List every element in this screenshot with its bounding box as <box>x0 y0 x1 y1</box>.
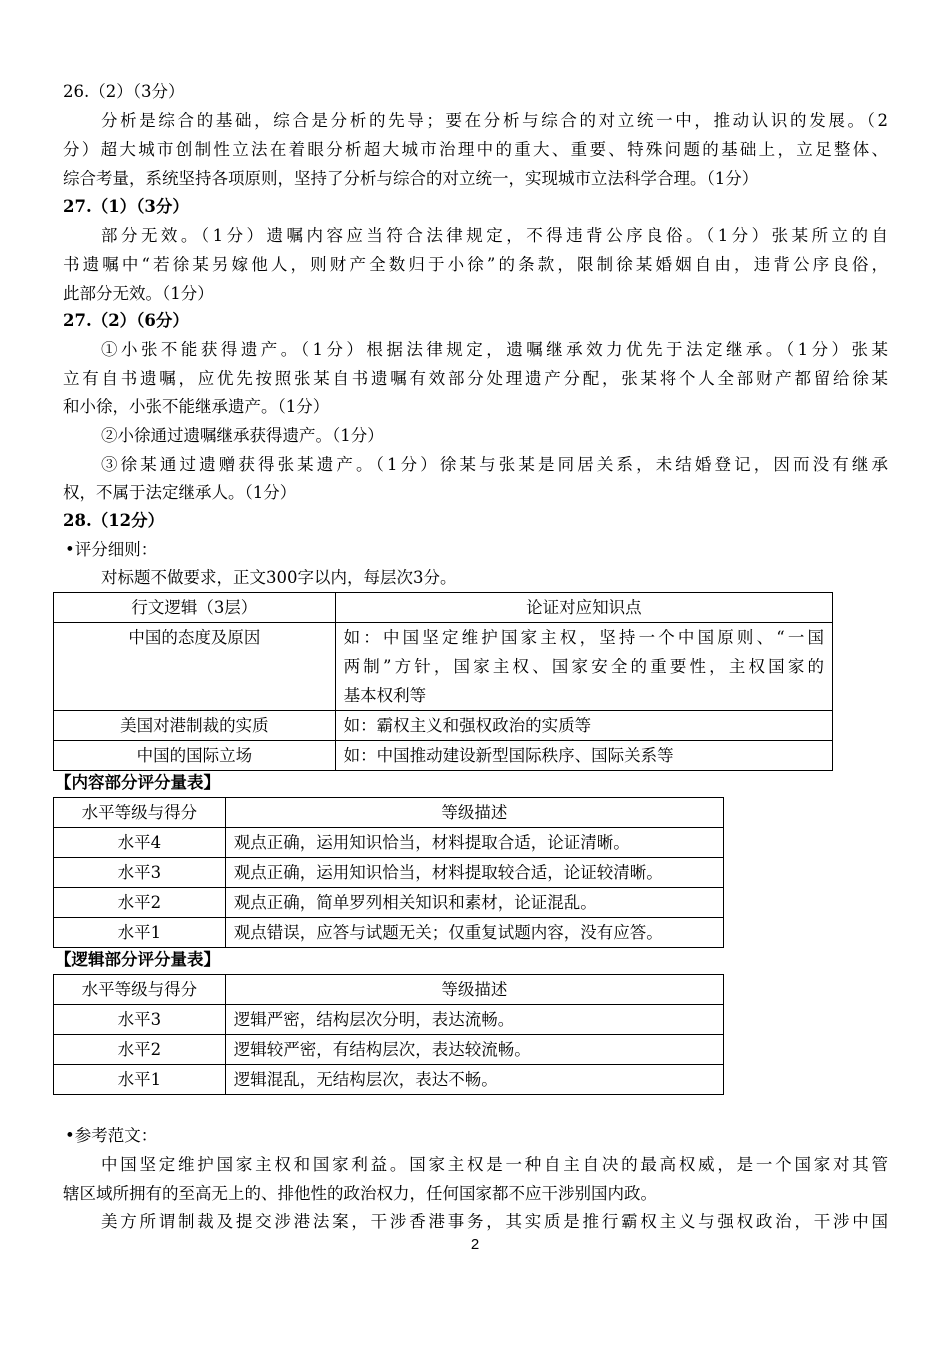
table-cell: 美国对港制裁的实质 <box>54 711 336 741</box>
table-row <box>54 975 724 1005</box>
table-header-cell: 论证对应知识点 <box>335 593 832 623</box>
table-cell: 水平4 <box>54 828 226 858</box>
table-row <box>54 888 724 918</box>
q27-2-heading: 27.（2）（6分） <box>63 311 189 330</box>
table-cell: 如：中国推动建设新型国际秩序、国际关系等 <box>335 741 832 771</box>
q27-1-line-2: 书遗嘱中“若徐某另嫁他人，则财产全数归于小徐”的条款，限制徐某婚姻自由，违背公序良俗， <box>63 255 888 274</box>
table-header-cell: 水平等级与得分 <box>54 798 226 828</box>
table-cell: 逻辑严密，结构层次分明，表达流畅。 <box>225 1005 723 1035</box>
q27-2-line-2: 立有自书遗嘱，应优先按照张某自书遗嘱有效部分处理遗产分配，张某将个人全部财产都留给徐某 <box>63 369 888 388</box>
sample-line-3: 美方所谓制裁及提交涉港法案，干涉香港事务，其实质是推行霸权主义与强权政治，干涉中国 <box>101 1212 888 1231</box>
table-row <box>54 741 833 771</box>
q26-2-heading: 26.（2）（3分） <box>63 82 185 101</box>
q26-2-line-2: 分）超大城市创制性立法在着眼分析超大城市治理中的重大、重要、特殊问题的基础上，立足整体、 <box>63 140 888 159</box>
table-row <box>54 858 724 888</box>
table-cell-line: 如：中国坚定维护国家主权，坚持一个中国原则、“一国 <box>343 628 824 647</box>
q26-2-line-3: 综合考量，系统坚持各项原则，坚持了分析与综合的对立统一，实现城市立法科学合理。（1分） <box>63 169 759 188</box>
q27-1-heading: 27.（1）（3分） <box>63 197 189 216</box>
table-cell: 水平1 <box>54 1065 226 1095</box>
table-header-cell: 等级描述 <box>225 798 723 828</box>
table-header-cell: 水平等级与得分 <box>54 975 226 1005</box>
table-cell: 水平3 <box>54 1005 226 1035</box>
table-cell: 逻辑较严密，有结构层次，表达较流畅。 <box>225 1035 723 1065</box>
table-row <box>54 918 724 948</box>
table-row <box>54 593 833 623</box>
table-row <box>54 1005 724 1035</box>
table-row <box>54 623 833 711</box>
table-cell: 观点正确，运用知识恰当，材料提取较合适，论证较清晰。 <box>225 858 723 888</box>
table-row <box>54 798 724 828</box>
table-row <box>54 828 724 858</box>
table-cell <box>335 623 832 711</box>
q26-2-line-1: 分析是综合的基础，综合是分析的先导；要在分析与综合的对立统一中，推动认识的发展。（2 <box>101 111 888 130</box>
logic-scoring-table <box>53 974 724 1095</box>
content-table-title: 【内容部分评分量表】 <box>55 773 220 792</box>
logic-knowledge-table <box>53 592 833 771</box>
table-header-cell: 行文逻辑（3层） <box>54 593 336 623</box>
table-cell: 中国的国际立场 <box>54 741 336 771</box>
q28-heading: 28.（12分） <box>63 511 165 530</box>
table-cell: 中国的态度及原因 <box>54 623 336 711</box>
table-cell: 水平3 <box>54 858 226 888</box>
sample-line-2: 辖区域所拥有的至高无上的、排他性的政治权力，任何国家都不应干涉别国内政。 <box>63 1184 657 1203</box>
table-cell-line: 基本权利等 <box>343 686 427 705</box>
sample-essay-label: •参考范文： <box>65 1126 158 1145</box>
table-cell: 如：霸权主义和强权政治的实质等 <box>335 711 832 741</box>
q27-2-line-1: ①小张不能获得遗产。（1分）根据法律规定，遗嘱继承效力优先于法定继承。（1分）张某 <box>101 340 888 359</box>
table-row <box>54 1035 724 1065</box>
page-number: 2 <box>470 1236 480 1253</box>
q27-2-line-4: ②小徐通过遗嘱继承获得遗产。（1分） <box>101 426 384 445</box>
q28-scoring-label: •评分细则： <box>65 540 158 559</box>
table-cell: 水平2 <box>54 1035 226 1065</box>
table-header-cell: 等级描述 <box>225 975 723 1005</box>
q27-2-line-3: 和小徐，小张不能继承遗产。（1分） <box>63 397 330 416</box>
table-cell: 观点正确，简单罗列相关知识和素材，论证混乱。 <box>225 888 723 918</box>
table-row <box>54 711 833 741</box>
sample-line-1: 中国坚定维护国家主权和国家利益。国家主权是一种自主自决的最高权威，是一个国家对其管 <box>101 1155 888 1174</box>
q27-2-line-5: ③徐某通过遗赠获得张某遗产。（1分）徐某与张某是同居关系，未结婚登记，因而没有继承 <box>101 455 888 474</box>
table-cell: 观点正确，运用知识恰当，材料提取合适，论证清晰。 <box>225 828 723 858</box>
logic-table-title: 【逻辑部分评分量表】 <box>55 950 220 969</box>
table-cell: 逻辑混乱，无结构层次，表达不畅。 <box>225 1065 723 1095</box>
q27-1-line-1: 部分无效。（1分）遗嘱内容应当符合法律规定，不得违背公序良俗。（1分）张某所立的自 <box>101 226 888 245</box>
table-row <box>54 1065 724 1095</box>
table-cell: 水平2 <box>54 888 226 918</box>
table-cell-line: 两制”方针，国家主权、国家安全的重要性，主权国家的 <box>343 657 824 676</box>
q27-2-line-6: 权，不属于法定继承人。（1分） <box>63 483 297 502</box>
table-cell: 水平1 <box>54 918 226 948</box>
q27-1-line-3: 此部分无效。（1分） <box>63 284 214 303</box>
table-cell: 观点错误，应答与试题无关；仅重复试题内容，没有应答。 <box>225 918 723 948</box>
content-scoring-table <box>53 797 724 948</box>
q28-scoring-note: 对标题不做要求，正文300字以内，每层次3分。 <box>101 568 457 587</box>
